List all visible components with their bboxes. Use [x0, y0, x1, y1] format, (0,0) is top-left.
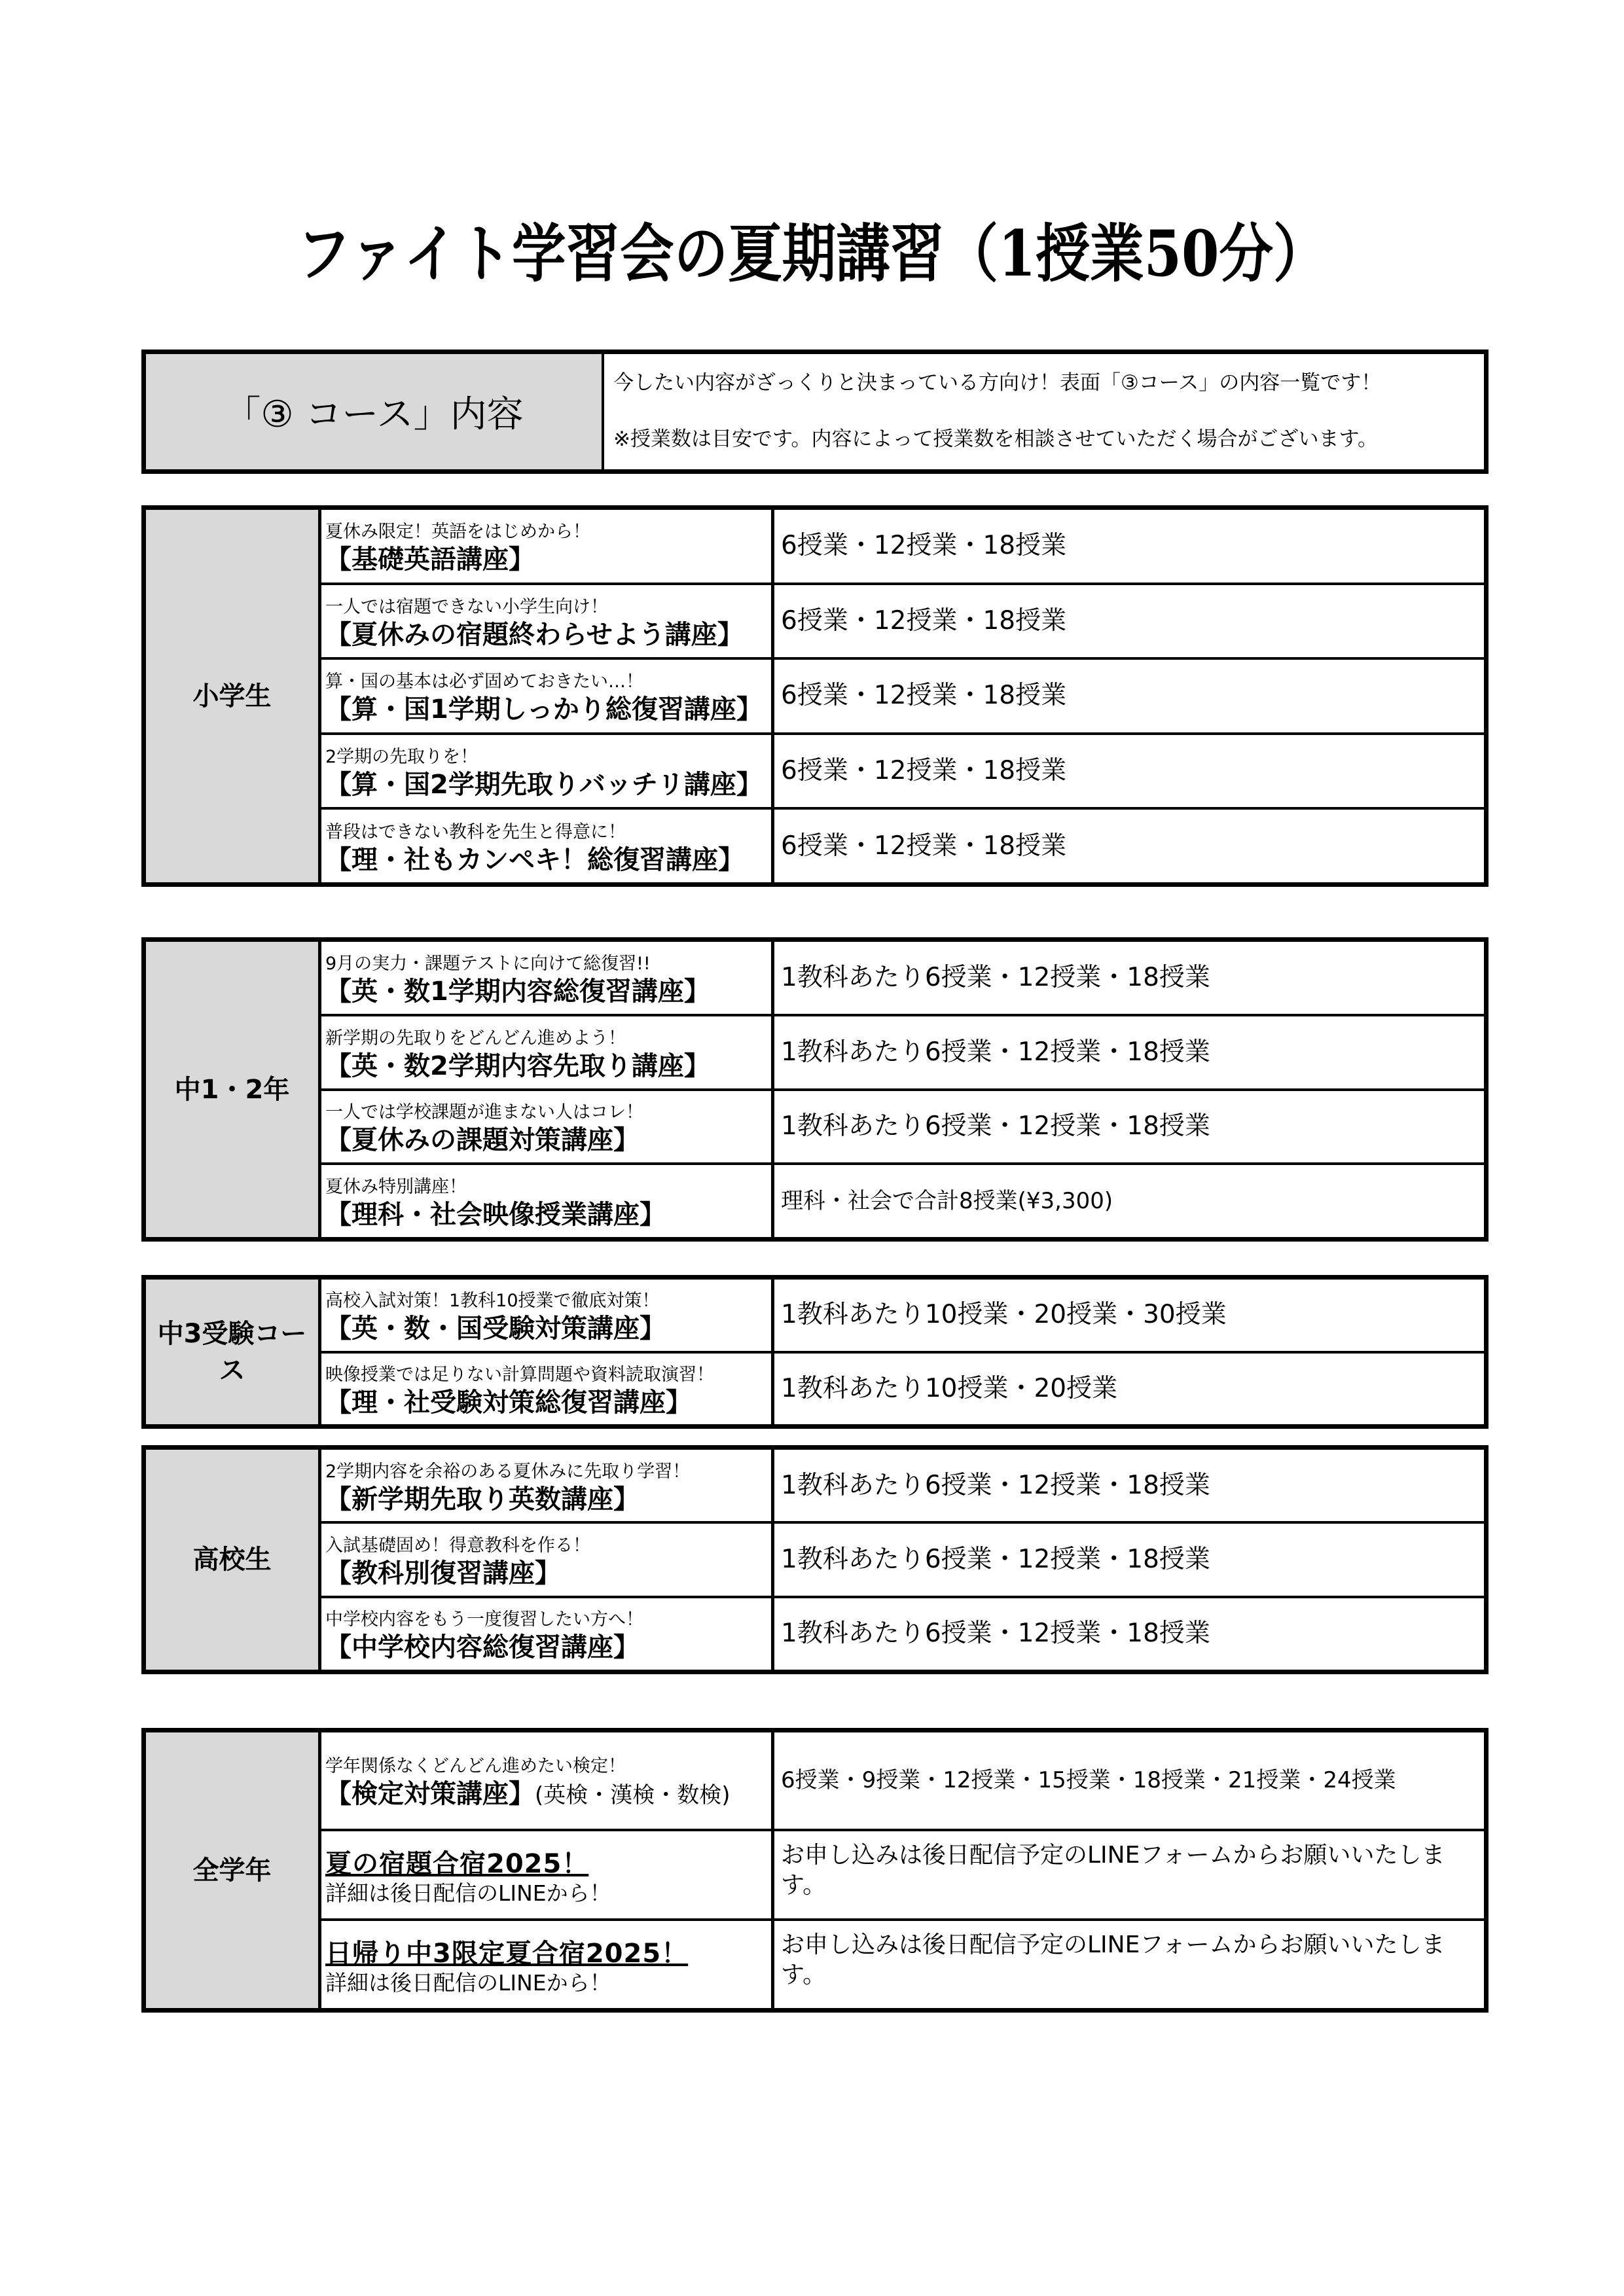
course-row	[321, 1921, 1484, 2008]
course-tagline: 普段はできない教科を先生と得意に！	[325, 821, 626, 842]
course-row	[321, 1524, 1484, 1598]
course-lessons: 1教科あたり6授業・12授業・18授業	[781, 1470, 1210, 1500]
course-lessons: 理科・社会で合計8授業(¥3,300)	[781, 1188, 1113, 1215]
course-row	[321, 1831, 1484, 1921]
group-category: 小学生	[146, 510, 321, 882]
course-name: 【理・社もカンペキ！総復習講座】	[325, 844, 744, 875]
group-category: 全学年	[146, 1732, 321, 2008]
course-subtext: 詳細は後日配信のLINEから！	[325, 1880, 611, 1907]
course-info-heading: 「③ コース」内容	[146, 354, 604, 469]
course-tagline: 一人では宿題できない小学生向け！	[325, 596, 608, 617]
course-lessons: 1教科あたり6授業・12授業・18授業	[781, 1619, 1210, 1649]
course-row	[321, 735, 1484, 810]
course-tagline: 2学期の先取りを！	[325, 747, 478, 768]
course-info-note: ※授業数は目安です。内容によって授業数を相談させていただく場合がございます。	[613, 427, 1379, 451]
course-row	[321, 1016, 1484, 1091]
course-lessons: 1教科あたり6授業・12授業・18授業	[781, 1037, 1210, 1067]
course-lessons: 1教科あたり6授業・12授業・18授業	[781, 1111, 1210, 1141]
course-row	[321, 1732, 1484, 1831]
group-junior-high-1-2	[141, 937, 1489, 1242]
course-name: 【英・数2学期内容先取り講座】	[325, 1050, 710, 1081]
course-name: 夏の宿題合宿2025！	[325, 1849, 589, 1880]
course-name: 【中学校内容総復習講座】	[325, 1632, 640, 1663]
course-lessons: 6授業・12授業・18授業	[781, 605, 1067, 636]
course-tagline: 学年関係なくどんどん進めたい検定！	[325, 1756, 626, 1777]
course-tagline: 夏休み限定！英語をはじめから！	[325, 522, 590, 543]
course-name: 【算・国2学期先取りバッチリ講座】	[325, 770, 763, 800]
group-category: 高校生	[146, 1450, 321, 1670]
course-lessons: 1教科あたり6授業・12授業・18授業	[781, 1544, 1210, 1574]
course-name-suffix: (英検・漢検・数検)	[535, 1782, 731, 1809]
course-tagline: 新学期の先取りをどんどん進めよう！	[325, 1028, 626, 1049]
course-info-notes	[604, 354, 1484, 469]
course-row	[321, 1280, 1484, 1354]
course-row	[321, 1091, 1484, 1166]
course-tagline: 2学期内容を余裕のある夏休みに先取り学習！	[325, 1461, 691, 1482]
course-info-line: 今したい内容がざっくりと決まっている方向け！表面「③コース」の内容一覧です！	[613, 371, 1382, 395]
course-info-box	[141, 350, 1489, 474]
course-tagline: 高校入試対策！1教科10授業で徹底対策！	[325, 1291, 660, 1312]
course-lessons: 6授業・9授業・12授業・15授業・18授業・21授業・24授業	[781, 1767, 1396, 1794]
course-tagline: 中学校内容をもう一度復習したい方へ！	[325, 1609, 643, 1630]
course-lessons: 6授業・12授業・18授業	[781, 531, 1067, 561]
course-tagline: 入試基礎固め！得意教科を作る！	[325, 1535, 590, 1556]
course-row	[321, 1450, 1484, 1524]
group-junior-high-3-exam	[141, 1275, 1489, 1429]
course-row	[321, 1598, 1484, 1670]
course-row	[321, 942, 1484, 1016]
course-lessons: お申し込みは後日配信予定のLINEフォームからお願いいたします。	[781, 1841, 1445, 1899]
course-row	[321, 510, 1484, 585]
course-subtext: 詳細は後日配信のLINEから！	[325, 1970, 611, 1996]
group-category: 中3受験コース	[146, 1280, 321, 1424]
course-lessons: お申し込みは後日配信予定のLINEフォームからお願いいたします。	[781, 1931, 1445, 1988]
course-lessons: 6授業・12授業・18授業	[781, 756, 1067, 786]
course-row	[321, 660, 1484, 735]
course-row	[321, 585, 1484, 660]
course-row	[321, 810, 1484, 882]
course-name: 【英・数・国受験対策講座】	[325, 1314, 666, 1344]
course-name: 日帰り中3限定夏合宿2025！	[325, 1939, 689, 1969]
course-name: 【理科・社会映像授業講座】	[325, 1200, 666, 1230]
course-lessons: 1教科あたり10授業・20授業・30授業	[781, 1300, 1227, 1330]
group-category: 中1・2年	[146, 942, 321, 1237]
course-name: 【夏休みの課題対策講座】	[325, 1125, 640, 1156]
group-all-grades	[141, 1728, 1489, 2013]
page-title: ファイト学習会の夏期講習（1授業50分）	[297, 217, 1327, 291]
course-lessons: 1教科あたり6授業・12授業・18授業	[781, 962, 1210, 992]
course-name: 【新学期先取り英数講座】	[325, 1484, 640, 1515]
course-name: 【夏休みの宿題終わらせよう講座】	[325, 619, 744, 650]
group-elementary	[141, 505, 1489, 887]
course-tagline: 9月の実力・課題テストに向けて総復習!!	[325, 953, 651, 974]
course-tagline: 映像授業では足りない計算問題や資料読取演習！	[325, 1364, 714, 1385]
course-lessons: 6授業・12授業・18授業	[781, 831, 1067, 861]
course-row	[321, 1354, 1484, 1425]
course-row	[321, 1165, 1484, 1237]
group-high-school	[141, 1445, 1489, 1674]
course-name: 【理・社受験対策総復習講座】	[325, 1387, 692, 1418]
course-tagline: 夏休み特別講座！	[325, 1177, 467, 1198]
course-name: 【英・数1学期内容総復習講座】	[325, 976, 710, 1007]
course-name: 【基礎英語講座】	[325, 545, 535, 575]
course-name: 【教科別復習講座】	[325, 1558, 561, 1588]
course-tagline: 算・国の基本は必ず固めておきたい…！	[325, 672, 643, 692]
course-tagline: 一人では学校課題が進まない人はコレ！	[325, 1102, 643, 1123]
course-lessons: 6授業・12授業・18授業	[781, 681, 1067, 711]
course-name: 【算・国1学期しっかり総復習講座】	[325, 694, 763, 725]
course-lessons: 1教科あたり10授業・20授業	[781, 1373, 1118, 1403]
course-name: 【検定対策講座】	[325, 1779, 535, 1810]
